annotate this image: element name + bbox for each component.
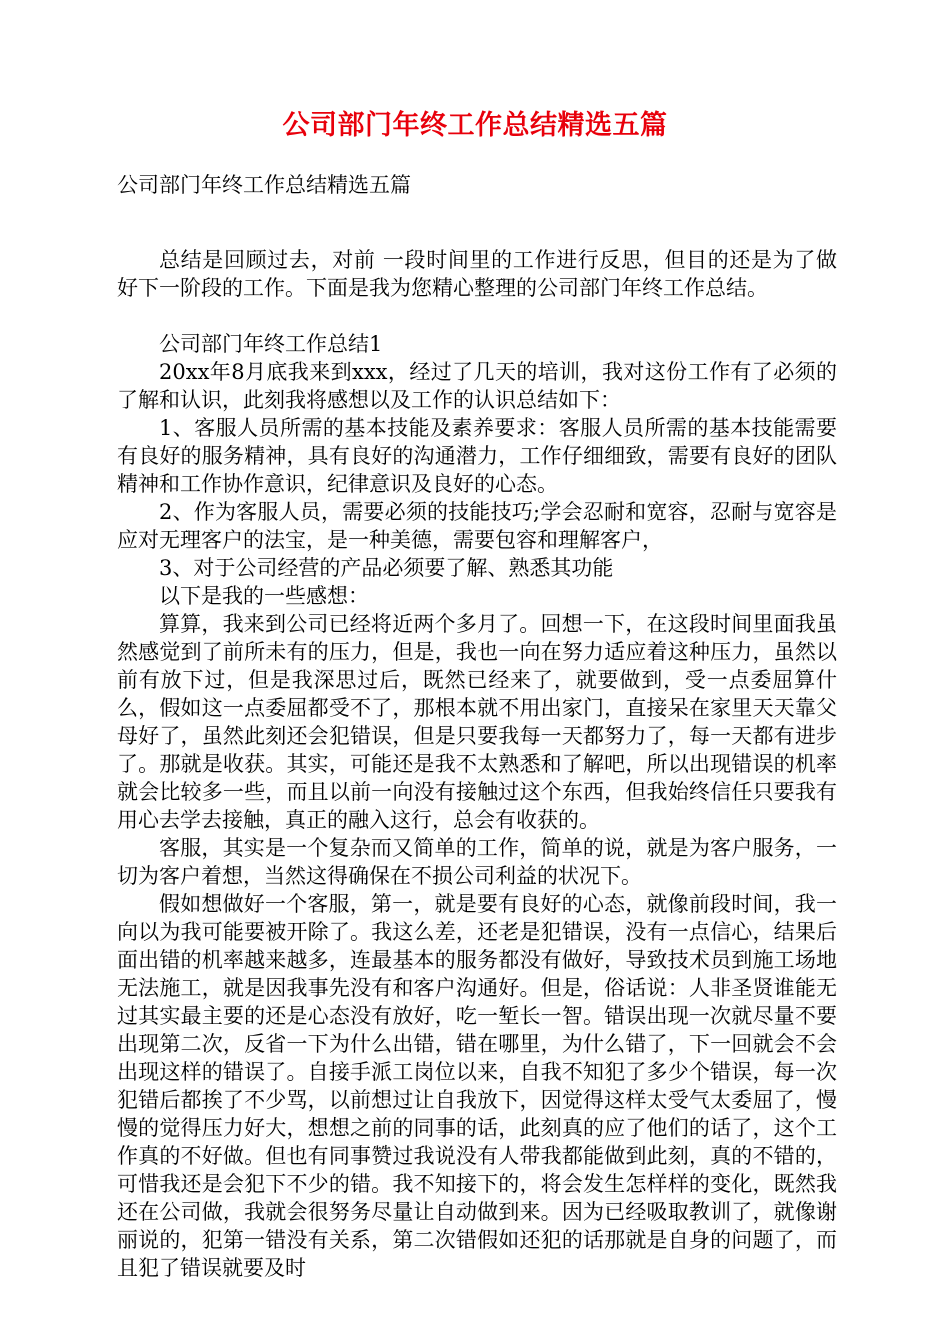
- intro-paragraph: 总结是回顾过去，对前 一段时间里的工作进行反思，但目的还是为了做好下一阶段的工作。下面是我为您精心整理的公司部门年终工作总结。: [117, 248, 837, 300]
- body-paragraph: 算算，我来到公司已经将近两个多月了。回想一下，在这段时间里面我虽然感觉到了前所未有的压力，但是，我也一向在努力适应着这种压力，虽然以前有放下过，但是我深思过后，既然已经来了，就要做到，受一点委屈算什么，假如这一点委屈都受不了，那根本就不用出家门，直接呆在家里天天靠父母好了，虽然此刻还会犯错误，但是只要我每一天都努力了，每一天都有进步了。那就是收获。其实，可能还是我不太熟悉和了解吧，所以出现错误的机率就会比较多一些，而且以前一向没有接触过这个东西，但我始终信任只要我有用心去学去接触，真正的融入这行，总会有收获的。: [117, 612, 837, 832]
- body-paragraph: 2、作为客服人员，需要必须的技能技巧;学会忍耐和宽容，忍耐与宽容是应对无理客户的法宝，是一种美德，需要包容和理解客户，: [117, 500, 837, 552]
- body-paragraph: 1、客服人员所需的基本技能及素养要求：客服人员所需的基本技能需要有良好的服务精神，具有良好的沟通潜力，工作仔细细致，需要有良好的团队精神和工作协作意识，纪律意识及良好的心态。: [117, 416, 837, 496]
- document-title: 公司部门年终工作总结精选五篇: [282, 110, 668, 141]
- body-paragraph: 假如想做好一个客服，第一，就是要有良好的心态，就像前段时间，我一向以为我可能要被开除了。我这么差，还老是犯错误，没有一点信心，结果后面出错的机率越来越多，连最基本的服务都没有做好，导致技术员到施工场地无法施工，就是因我事先没有和客户沟通好。但是，俗话说：人非圣贤谁能无过其实最主要的还是心态没有放好，吃一堑长一智。错误出现一次就尽量不要出现第二次，反省一下为什么出错，错在哪里，为什么错了，下一回就会不会出现这样的错误了。自接手派工岗位以来，自我不知犯了多少个错误，每一次犯错后都挨了不少骂，以前想过让自我放下，因觉得这样太受气太委屈了，慢慢的觉得压力好大，想想之前的同事的话，此刻真的应了他们的话了，这个工作真的不好做。但也有同事赞过我说没有人带我都能做到此刻，真的不错的，可惜我还是会犯下不少的错。我不知接下的，将会发生怎样样的变化，既然我还在公司做，我就会很努务尽量让自动做到来。因为已经吸取教训了，就像谢丽说的，犯第一错没有关系，第二次错假如还犯的话那就是自身的问题了，而且犯了错误就要及时: [117, 892, 837, 1280]
- body-paragraph: 客服，其实是一个复杂而又简单的工作，简单的说，就是为客户服务，一切为客户着想，当然这得确保在不损公司利益的状况下。: [117, 836, 837, 888]
- document-subtitle: 公司部门年终工作总结精选五篇: [117, 173, 411, 197]
- body-paragraph: 3、对于公司经营的产品必须要了解、熟悉其功能: [159, 556, 614, 580]
- document-body: [117, 246, 837, 1282]
- body-paragraph: 20xx年8月底我来到xxx，经过了几天的培训，我对这份工作有了必须的了解和认识，此刻我将感想以及工作的认识总结如下：: [117, 360, 837, 412]
- body-paragraph: 以下是我的一些感想：: [159, 584, 369, 608]
- section-heading: 公司部门年终工作总结1: [159, 332, 383, 356]
